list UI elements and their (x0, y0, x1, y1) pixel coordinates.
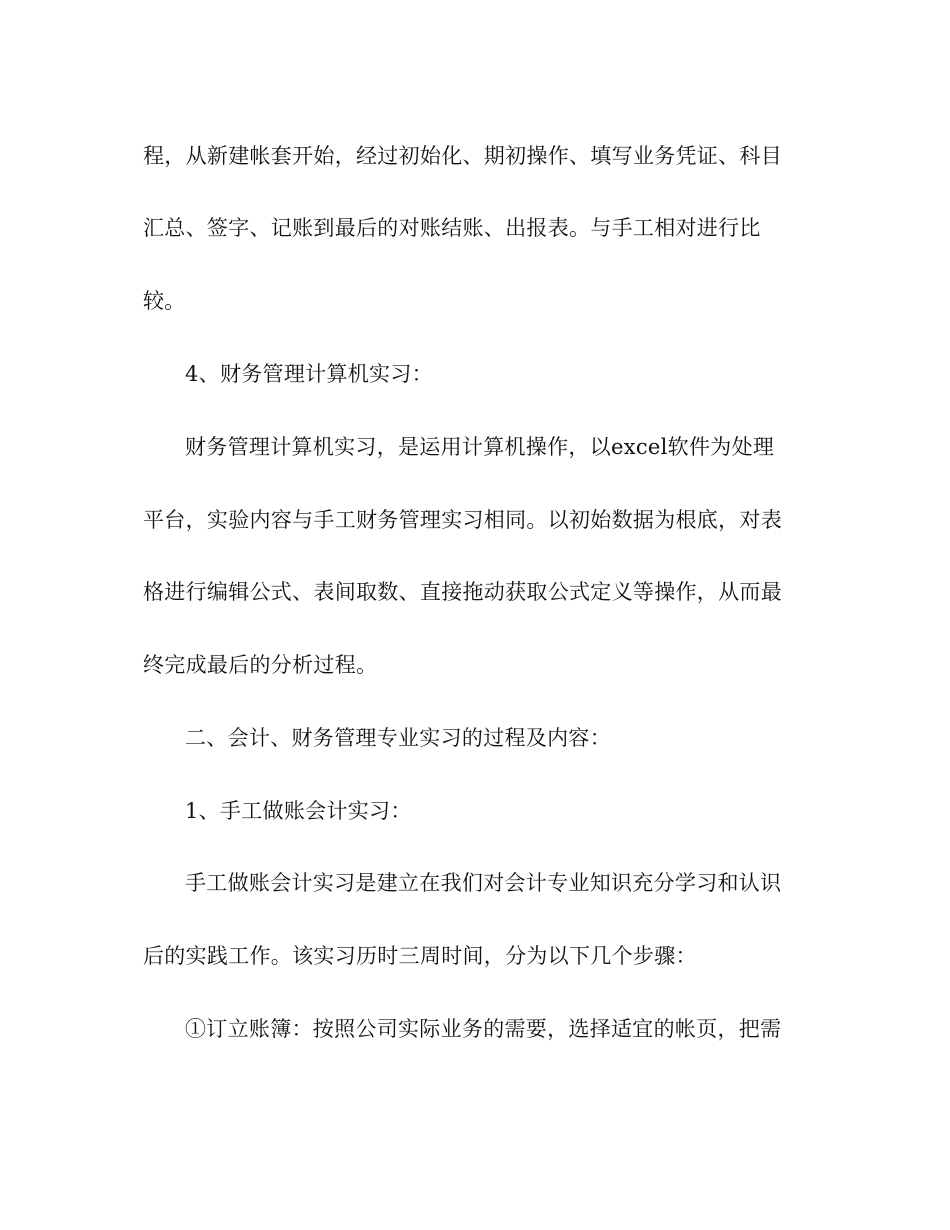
paragraph-line: 汇总、签字、记账到最后的对账结账、出报表。与手工相对进行比 (143, 216, 761, 240)
section-heading: 4、财务管理计算机实习： (185, 362, 433, 386)
section-heading: 二、会计、财务管理专业实习的过程及内容： (185, 726, 611, 750)
paragraph-line: 终完成最后的分析过程。 (143, 653, 378, 677)
paragraph-line: 程，从新建帐套开始，经过初始化、期初操作、填写业务凭证、科目 (143, 144, 782, 168)
paragraph-line: 后的实践工作。该实习历时三周时间，分为以下几个步骤： (143, 944, 697, 968)
paragraph-line: 较。 (143, 289, 186, 313)
paragraph-line: 格进行编辑公式、表间取数、直接拖动获取公式定义等操作，从而最 (143, 580, 782, 604)
paragraph-line: 平台，实验内容与手工财务管理实习相同。以初始数据为根底，对表 (143, 508, 782, 532)
section-heading: 1、手工做账会计实习： (185, 799, 412, 823)
paragraph-line: 财务管理计算机实习，是运用计算机操作，以excel软件为处理 (185, 435, 775, 459)
paragraph-line: 手工做账会计实习是建立在我们对会计专业知识充分学习和认识 (185, 871, 782, 895)
paragraph-line: ①订立账簿：按照公司实际业务的需要，选择适宜的帐页，把需 (185, 1017, 782, 1041)
